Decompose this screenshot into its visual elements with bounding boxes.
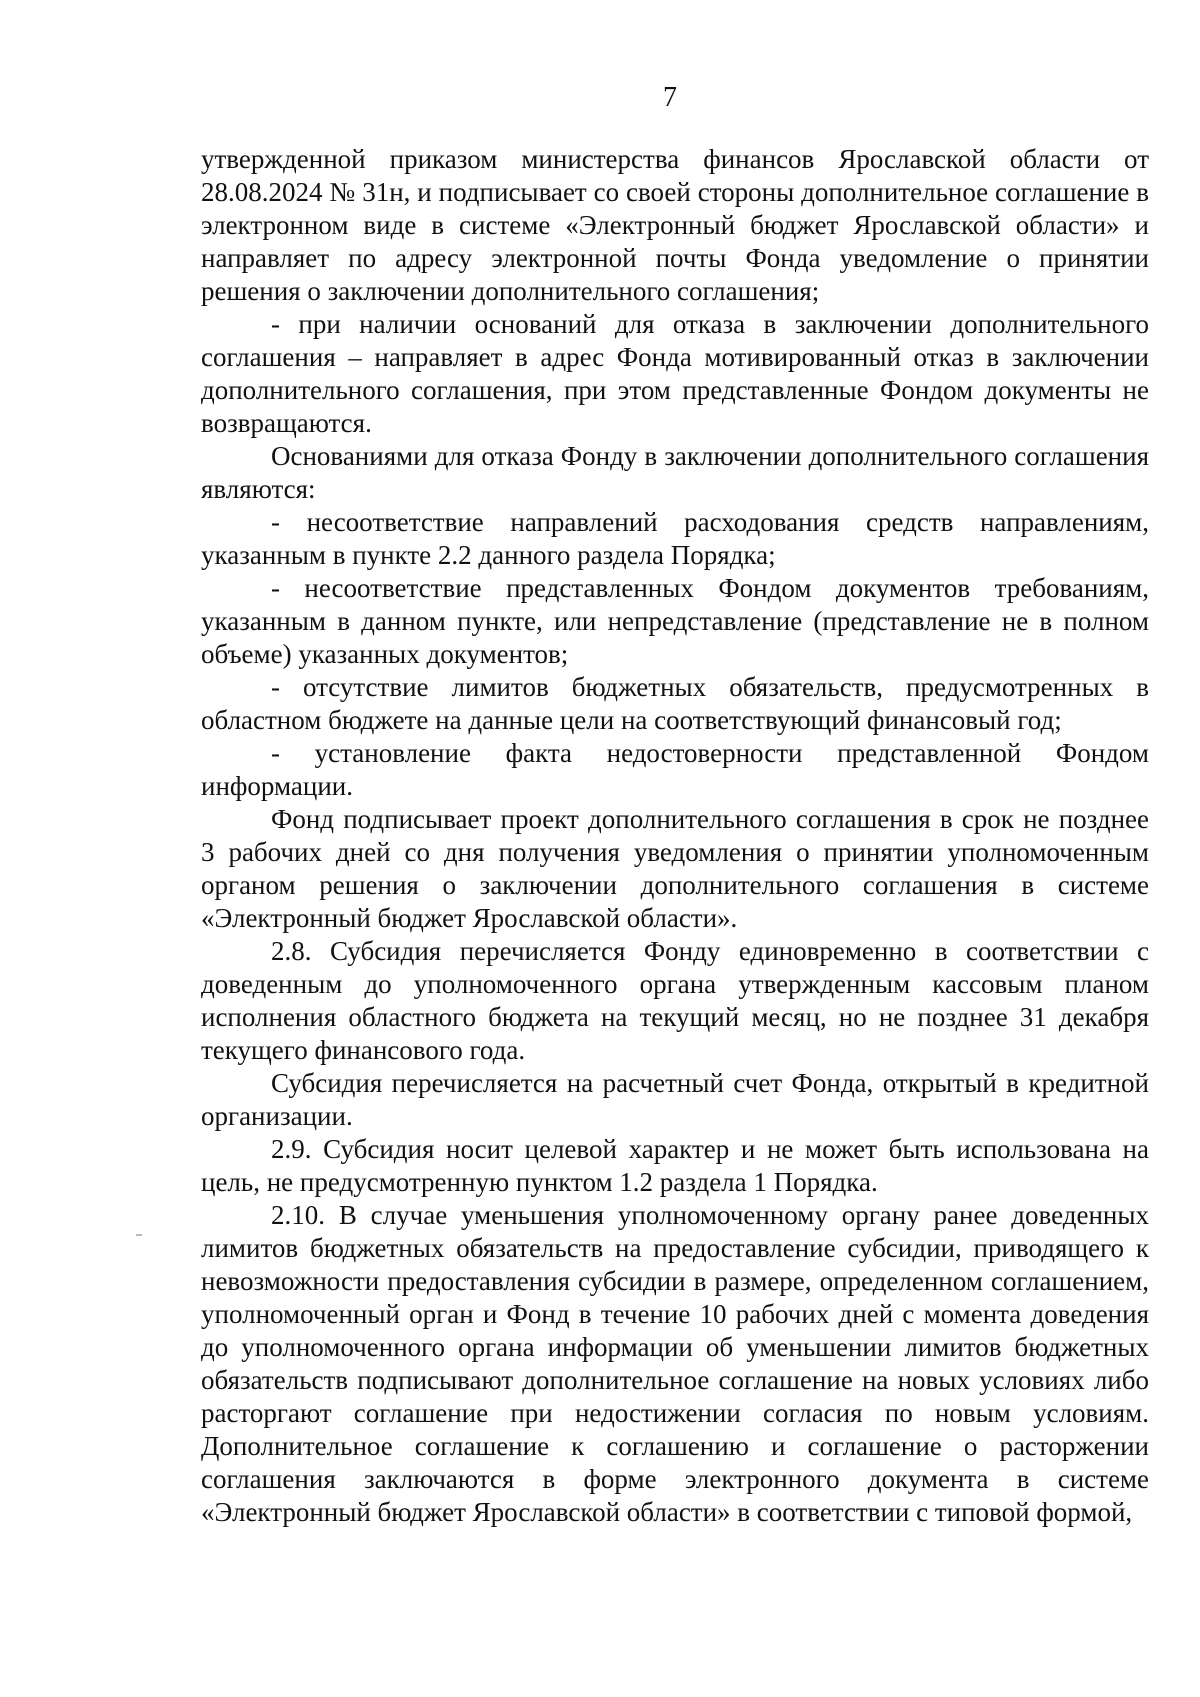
paragraph: 2.9. Субсидия носит целевой характер и не может быть использована на цель, не предусмотренную пунктом 1.2 раздела 1 Порядка. <box>201 1134 1149 1197</box>
paragraph: - отсутствие лимитов бюджетных обязательств, предусмотренных в областном бюджете на данные цели на соответствующий финансовый год; <box>201 672 1149 735</box>
paragraph: - несоответствие представленных Фондом документов требованиям, указанным в данном пункте, или непредставление (представление не в полном объеме) указанных документов; <box>201 573 1149 669</box>
paragraph: Субсидия перечисляется на расчетный счет Фонда, открытый в кредитной организации. <box>201 1068 1149 1131</box>
paragraph: 2.8. Субсидия перечисляется Фонду единовременно в соответствии с доведенным до уполномоченного органа утвержденным кассовым планом исполнения областного бюджета на текущий месяц, но не позднее 31 декабря текущего финансового года. <box>201 936 1149 1065</box>
paragraph: - при наличии оснований для отказа в заключении дополнительного соглашения – направляет в адрес Фонда мотивированный отказ в заключении дополнительного соглашения, при этом представленные Фондом документы не возвращаются. <box>201 309 1149 438</box>
scan-artifact <box>136 1234 142 1236</box>
paragraph: Основаниями для отказа Фонду в заключении дополнительного соглашения являются: <box>201 441 1149 504</box>
paragraph: утвержденной приказом министерства финансов Ярославской области от 28.08.2024 № 31н, и подписывает со своей стороны дополнительное соглашение в электронном виде в системе «Электронный бюджет Ярославской области» и направляет по адресу электронной почты Фонда уведомление о принятии решения о заключении дополнительного соглашения; <box>201 144 1149 306</box>
paragraph: - установление факта недостоверности представленной Фондом информации. <box>201 738 1149 801</box>
document-body <box>201 143 1149 1529</box>
paragraph: 2.10. В случае уменьшения уполномоченному органу ранее доведенных лимитов бюджетных обязательств на предоставление субсидии, приводящего к невозможности предоставления субсидии в размере, определенном соглашением, уполномоченный орган и Фонд в течение 10 рабочих дней с момента доведения до уполномоченного органа информации об уменьшении лимитов бюджетных обязательств подписывают дополнительное соглашение на новых условиях либо расторгают соглашение при недостижении согласия по новым условиям. Дополнительное соглашение к соглашению и соглашение о расторжении соглашения заключаются в форме электронного документа в системе «Электронный бюджет Ярославской области» в соответствии с типовой формой, <box>201 1200 1149 1527</box>
page-number: 7 <box>663 82 677 113</box>
paragraph: Фонд подписывает проект дополнительного соглашения в срок не позднее 3 рабочих дней со дня получения уведомления о принятии уполномоченным органом решения о заключении дополнительного соглашения в системе «Электронный бюджет Ярославской области». <box>201 804 1149 933</box>
paragraph: - несоответствие направлений расходования средств направлениям, указанным в пункте 2.2 данного раздела Порядка; <box>201 507 1149 570</box>
